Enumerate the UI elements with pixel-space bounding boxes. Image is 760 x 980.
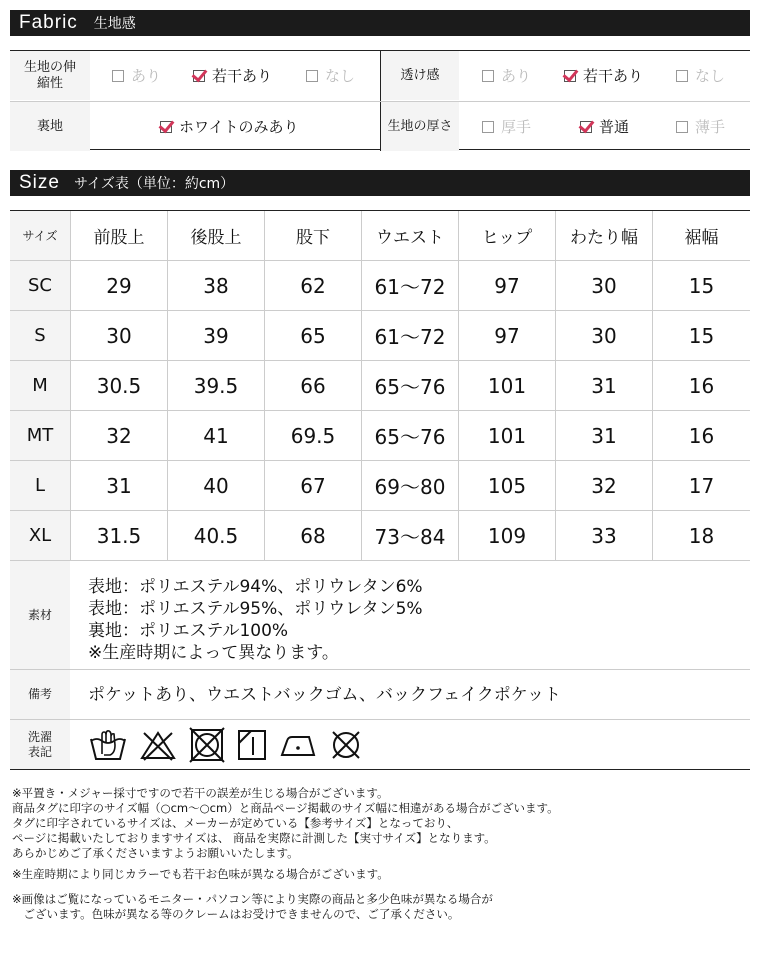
size-label-cell: XL xyxy=(10,511,70,560)
size-value-cell: 105 xyxy=(458,461,555,510)
size-value-cell: 16 xyxy=(652,361,750,410)
thickness-option-normal: 普通 xyxy=(580,102,629,151)
size-header-cell: 前股上 xyxy=(70,211,167,260)
size-table xyxy=(10,210,750,560)
line-dry-shade-icon xyxy=(236,727,268,763)
size-value-cell: 61〜72 xyxy=(361,261,458,310)
note-line: ※画像はご覧になっているモニター・パソコン等により実際の商品と多少色味が異なる場合が xyxy=(12,892,493,906)
size-value-cell: 66 xyxy=(264,361,361,410)
care-label: 洗濯表記 xyxy=(10,720,70,769)
note-line: タグに印字されているサイズは、メーカーが定めている【参考サイズ】となっており、 xyxy=(12,816,459,830)
fabric-title-en: Fabric xyxy=(19,12,78,33)
note-line: あらかじめご了承くださいますようお願いいたします。 xyxy=(12,846,299,860)
size-value-cell: 17 xyxy=(652,461,750,510)
size-value-cell: 101 xyxy=(458,361,555,410)
size-value-cell: 38 xyxy=(167,261,264,310)
checkbox-icon xyxy=(482,70,494,82)
size-row xyxy=(10,311,750,361)
thickness-label: 生地の厚さ xyxy=(381,102,459,151)
checked-checkbox-icon xyxy=(564,70,576,82)
checked-checkbox-icon xyxy=(160,121,172,133)
size-value-cell: 69〜80 xyxy=(361,461,458,510)
checked-checkbox-icon xyxy=(193,70,205,82)
size-value-cell: 30 xyxy=(555,311,652,360)
stretch-option-slight: 若干あり xyxy=(193,51,272,100)
size-value-cell: 62 xyxy=(264,261,361,310)
note-line: 商品タグに印字のサイズ幅（○cm〜○cm）と商品ページ掲載のサイズ幅に相違がある場合がございます。 xyxy=(12,801,559,815)
checkbox-icon xyxy=(676,70,688,82)
size-row xyxy=(10,461,750,511)
size-header-cell: わたり幅 xyxy=(555,211,652,260)
size-value-cell: 31.5 xyxy=(70,511,167,560)
size-row xyxy=(10,261,750,311)
notes-block-3 xyxy=(12,892,493,922)
remarks-section xyxy=(10,670,750,720)
size-value-cell: 40.5 xyxy=(167,511,264,560)
size-header-cell: サイズ xyxy=(10,211,70,260)
fabric-row-2 xyxy=(10,101,750,151)
size-header-cell: 裾幅 xyxy=(652,211,750,260)
notes-block-2 xyxy=(12,867,389,882)
size-value-cell: 15 xyxy=(652,261,750,310)
fabric-section-header xyxy=(10,10,750,36)
size-value-cell: 31 xyxy=(555,361,652,410)
size-row xyxy=(10,511,750,561)
care-icons xyxy=(88,726,364,764)
size-value-cell: 65〜76 xyxy=(361,361,458,410)
note-line: ※生産時期により同じカラーでも若干お色味が異なる場合がございます。 xyxy=(12,867,389,881)
checkbox-icon xyxy=(482,121,494,133)
size-value-cell: 65 xyxy=(264,311,361,360)
no-bleach-icon xyxy=(138,727,178,763)
size-value-cell: 109 xyxy=(458,511,555,560)
size-label-cell: S xyxy=(10,311,70,360)
size-value-cell: 29 xyxy=(70,261,167,310)
size-value-cell: 18 xyxy=(652,511,750,560)
size-value-cell: 32 xyxy=(555,461,652,510)
low-iron-icon xyxy=(278,727,318,763)
size-value-cell: 73〜84 xyxy=(361,511,458,560)
checked-checkbox-icon xyxy=(580,121,592,133)
size-value-cell: 31 xyxy=(555,411,652,460)
fabric-title-jp: 生地感 xyxy=(93,16,136,32)
material-line: 表地：ポリエステル94%、ポリウレタン6% xyxy=(88,577,423,597)
fabric-row-1 xyxy=(10,51,750,101)
size-value-cell: 39 xyxy=(167,311,264,360)
sheer-option-no: なし xyxy=(676,51,725,100)
size-value-cell: 97 xyxy=(458,311,555,360)
size-value-cell: 30 xyxy=(70,311,167,360)
size-section-header xyxy=(10,170,750,196)
remarks-value: ポケットあり、ウエストバックゴム、バックフェイクポケット xyxy=(88,685,561,705)
size-value-cell: 15 xyxy=(652,311,750,360)
material-line: ※生産時期によって異なります。 xyxy=(88,643,339,663)
sheer-label: 透け感 xyxy=(381,51,459,100)
fabric-table xyxy=(10,50,750,150)
note-line: ございます。色味が異なる等のクレームはお受けできませんので、ご了承ください。 xyxy=(12,907,460,921)
remarks-label: 備考 xyxy=(10,670,70,719)
stretch-option-yes: あり xyxy=(112,51,161,100)
size-label-cell: SC xyxy=(10,261,70,310)
size-header-cell: 股下 xyxy=(264,211,361,260)
size-header-row xyxy=(10,211,750,261)
size-header-cell: ヒップ xyxy=(458,211,555,260)
material-lines xyxy=(88,576,423,664)
size-value-cell: 101 xyxy=(458,411,555,460)
sheer-option-yes: あり xyxy=(482,51,531,100)
size-title-jp: サイズ表（単位：約cm） xyxy=(73,176,235,192)
size-value-cell: 16 xyxy=(652,411,750,460)
lining-label: 裏地 xyxy=(10,102,90,151)
size-value-cell: 33 xyxy=(555,511,652,560)
size-value-cell: 40 xyxy=(167,461,264,510)
size-label-cell: MT xyxy=(10,411,70,460)
hand-wash-icon xyxy=(88,727,128,763)
sheer-option-slight: 若干あり xyxy=(564,51,643,100)
size-header-cell: 後股上 xyxy=(167,211,264,260)
size-title-en: Size xyxy=(19,172,60,193)
size-value-cell: 30.5 xyxy=(70,361,167,410)
size-row xyxy=(10,361,750,411)
size-value-cell: 97 xyxy=(458,261,555,310)
material-label: 素材 xyxy=(10,561,70,669)
checkbox-icon xyxy=(112,70,124,82)
note-line: ※平置き・メジャー採寸ですので若干の誤差が生じる場合がございます。 xyxy=(12,786,389,800)
size-value-cell: 61〜72 xyxy=(361,311,458,360)
size-label-cell: L xyxy=(10,461,70,510)
size-value-cell: 39.5 xyxy=(167,361,264,410)
size-value-cell: 31 xyxy=(70,461,167,510)
no-dry-clean-icon xyxy=(328,727,364,763)
checkbox-icon xyxy=(306,70,318,82)
checkbox-icon xyxy=(676,121,688,133)
size-header-cell: ウエスト xyxy=(361,211,458,260)
stretch-option-no: なし xyxy=(306,51,355,100)
no-tumble-dry-icon xyxy=(188,727,226,763)
size-value-cell: 68 xyxy=(264,511,361,560)
size-value-cell: 41 xyxy=(167,411,264,460)
lining-value: ホワイトのみあり xyxy=(160,102,299,151)
care-section xyxy=(10,720,750,770)
size-value-cell: 69.5 xyxy=(264,411,361,460)
stretch-label: 生地の伸縮性 xyxy=(10,51,90,100)
size-label-cell: M xyxy=(10,361,70,410)
size-value-cell: 65〜76 xyxy=(361,411,458,460)
thickness-option-thin: 薄手 xyxy=(676,102,725,151)
size-row xyxy=(10,411,750,461)
material-line: 表地：ポリエステル95%、ポリウレタン5% xyxy=(88,599,423,619)
thickness-option-thick: 厚手 xyxy=(482,102,531,151)
note-line: ページに掲載いたしておりますサイズは、 商品を実際に計測した【実寸サイズ】となります。 xyxy=(12,831,496,845)
size-value-cell: 30 xyxy=(555,261,652,310)
size-value-cell: 32 xyxy=(70,411,167,460)
notes-block-1 xyxy=(12,786,559,861)
size-value-cell: 67 xyxy=(264,461,361,510)
material-line: 裏地：ポリエステル100% xyxy=(88,621,289,641)
material-section xyxy=(10,560,750,670)
